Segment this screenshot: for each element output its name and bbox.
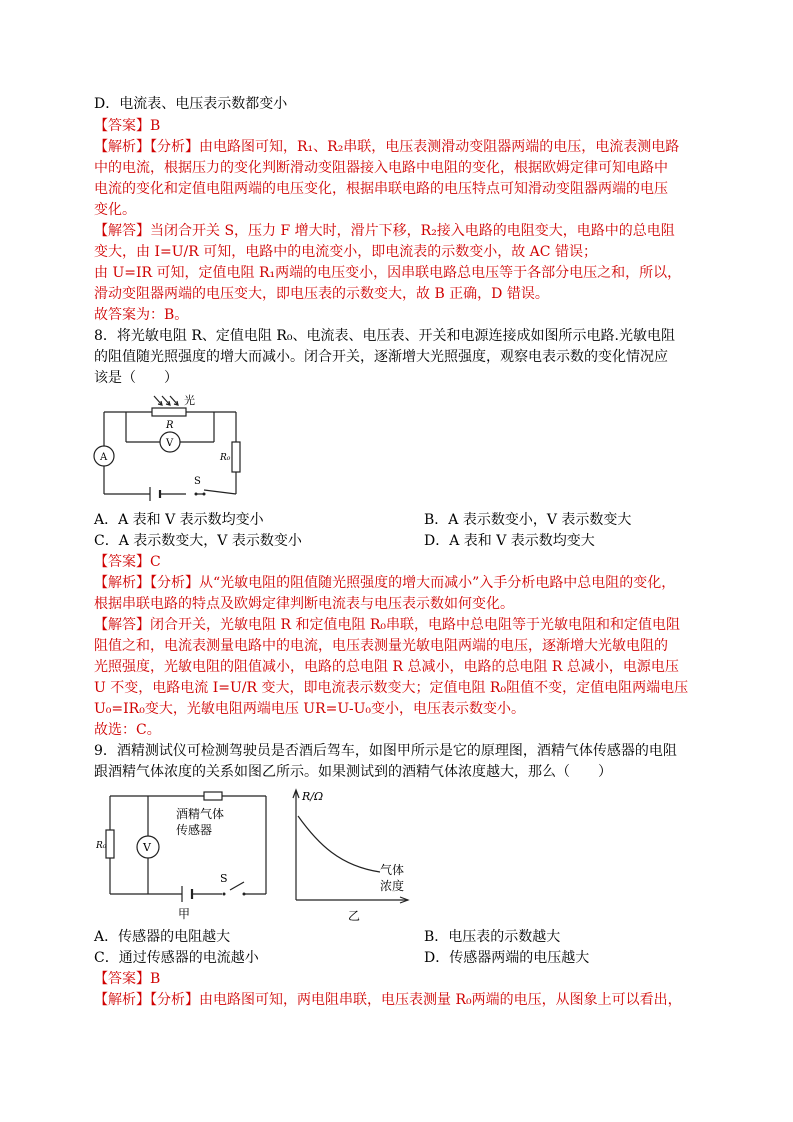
q9-sensor-label-2: 传感器 — [176, 823, 213, 837]
q8-option-a: A．A 表和 V 表示数均变小 — [94, 512, 264, 528]
q9-graph-ylabel: R/Ω — [302, 790, 324, 803]
q8-switch-label: S — [194, 476, 201, 487]
q8-analysis-line: 光照强度，光敏电阻的阻值减小，电路的总电阻 R 总减小，电路的总电阻 R 总减小，电源电压 — [94, 659, 679, 675]
q8-stem-line: 的阻值随光照强度的增大而减小。闭合开关，逐渐增大光照强度，观察电表示数的变化情况应 — [94, 349, 668, 365]
q9-option-d: D．传感器两端的电压越大 — [424, 950, 590, 966]
q8-stem-line: 8．将光敏电阻 R、定值电阻 R₀、电流表、电压表、开关和电源连接成如图所示电路.光敏电阻 — [94, 328, 675, 344]
q8-r-label: R — [166, 420, 174, 431]
q9-option-c: C．通过传感器的电流越小 — [94, 950, 259, 966]
q8-stem-line: 该是（ ） — [94, 370, 178, 386]
q8-analysis-line: 根据串联电路的特点及欧姆定律判断电流表与电压表示数如何变化。 — [94, 596, 514, 612]
q7-answer: 【答案】B — [94, 118, 161, 134]
q9-analysis-line: 【解析】【分析】由电路图可知，两电阻串联，电压表测量 R₀两端的电压，从图象上可以看出， — [94, 992, 682, 1008]
q9-r0-label: R₀ — [96, 841, 107, 851]
q7-analysis-line: 【解答】当闭合开关 S，压力 F 增大时，滑片下移，R₂接入电路的电阻变大，电路中的总电阻 — [94, 223, 675, 239]
q9-option-a: A．传感器的电阻越大 — [94, 929, 231, 945]
q9-circuit-diagram-a — [96, 786, 276, 922]
q8-ammeter-label: A — [100, 452, 108, 463]
q8-option-d: D．A 表和 V 表示数均变大 — [424, 533, 595, 549]
q9-caption-a: 甲 — [178, 907, 191, 921]
q7-analysis-line: 故答案为：B。 — [94, 307, 189, 323]
q8-analysis-line: 阻值之和，电流表测量电路中的电流，电压表测量光敏电阻两端的电压，逐渐增大光敏电阻的 — [94, 638, 668, 654]
q8-analysis-line: U₀=IR₀变大，光敏电阻两端电压 UR=U-U₀变小，电压表示数变小。 — [94, 701, 526, 717]
q8-circuit-diagram — [90, 394, 250, 502]
q8-r0-label: R₀ — [220, 453, 231, 463]
q8-analysis-line: 故选：C。 — [94, 722, 161, 738]
q7-analysis-line: 变大，由 I=U/R 可知，电路中的电流变小，即电流表的示数变小，故 AC 错误； — [94, 244, 597, 260]
q8-analysis-line: 【解答】闭合开关，光敏电阻 R 和定值电阻 R₀串联，电路中总电阻等于光敏电阻和和定值电阻 — [94, 617, 681, 633]
q8-option-c: C．A 表示数变大，V 表示数变小 — [94, 533, 302, 549]
q7-analysis-line: 电流的变化和定值电阻两端的电压变化，根据串联电路的电压特点可知滑动变阻器两端的电压 — [94, 181, 668, 197]
q7-analysis-line: 中的电流，根据压力的变化判断滑动变阻器接入电路中电阻的变化，根据欧姆定律可知电路中 — [94, 160, 668, 176]
q9-caption-b: 乙 — [348, 909, 361, 923]
q9-option-b: B．电压表的示数越大 — [424, 929, 561, 945]
q9-switch-label: S — [220, 872, 228, 885]
q8-option-b: B．A 表示数变小，V 表示数变大 — [424, 512, 632, 528]
q9-stem-line: 跟酒精气体浓度的关系如图乙所示。如果测试到的酒精气体浓度越大，那么（ ） — [94, 764, 612, 780]
q7-analysis-line: 【解析】【分析】由电路图可知，R₁、R₂串联，电压表测滑动变阻器两端的电压，电流表测电路 — [94, 139, 680, 155]
q9-graph-xlabel-2: 浓度 — [380, 879, 405, 893]
q8-analysis-line: 【解析】【分析】从“光敏电阻的阻值随光照强度的增大而减小”入手分析电路中总电阻的变化， — [94, 575, 676, 591]
q9-graph-xlabel-1: 气体 — [380, 863, 405, 877]
q9-sensor-label-1: 酒精气体 — [176, 807, 225, 821]
q9-resistance-graph — [284, 782, 420, 924]
q9-voltmeter-label: V — [143, 841, 151, 854]
q8-analysis-line: U 不变，电路电流 I=U/R 变大，即电流表示数变大；定值电阻 R₀阻值不变，定值电阻两端电压 — [94, 680, 689, 696]
q9-stem-line: 9．酒精测试仪可检测驾驶员是否酒后驾车，如图甲所示是它的原理图，酒精气体传感器的电阻 — [94, 743, 677, 759]
q7-analysis-line: 滑动变阻器两端的电压变大，即电压表的示数变大，故 B 正确，D 错误。 — [94, 286, 549, 302]
q7-option-d: D．电流表、电压表示数都变小 — [94, 96, 288, 112]
q8-voltmeter-label: V — [166, 438, 174, 449]
q7-analysis-line: 变化。 — [94, 202, 136, 218]
q9-answer: 【答案】B — [94, 971, 161, 987]
q8-light-label: 光 — [184, 394, 195, 407]
q8-answer: 【答案】C — [94, 554, 161, 570]
q7-analysis-line: 由 U=IR 可知，定值电阻 R₁两端的电压变小，因串联电路总电压等于各部分电压之和，所以， — [94, 265, 682, 281]
